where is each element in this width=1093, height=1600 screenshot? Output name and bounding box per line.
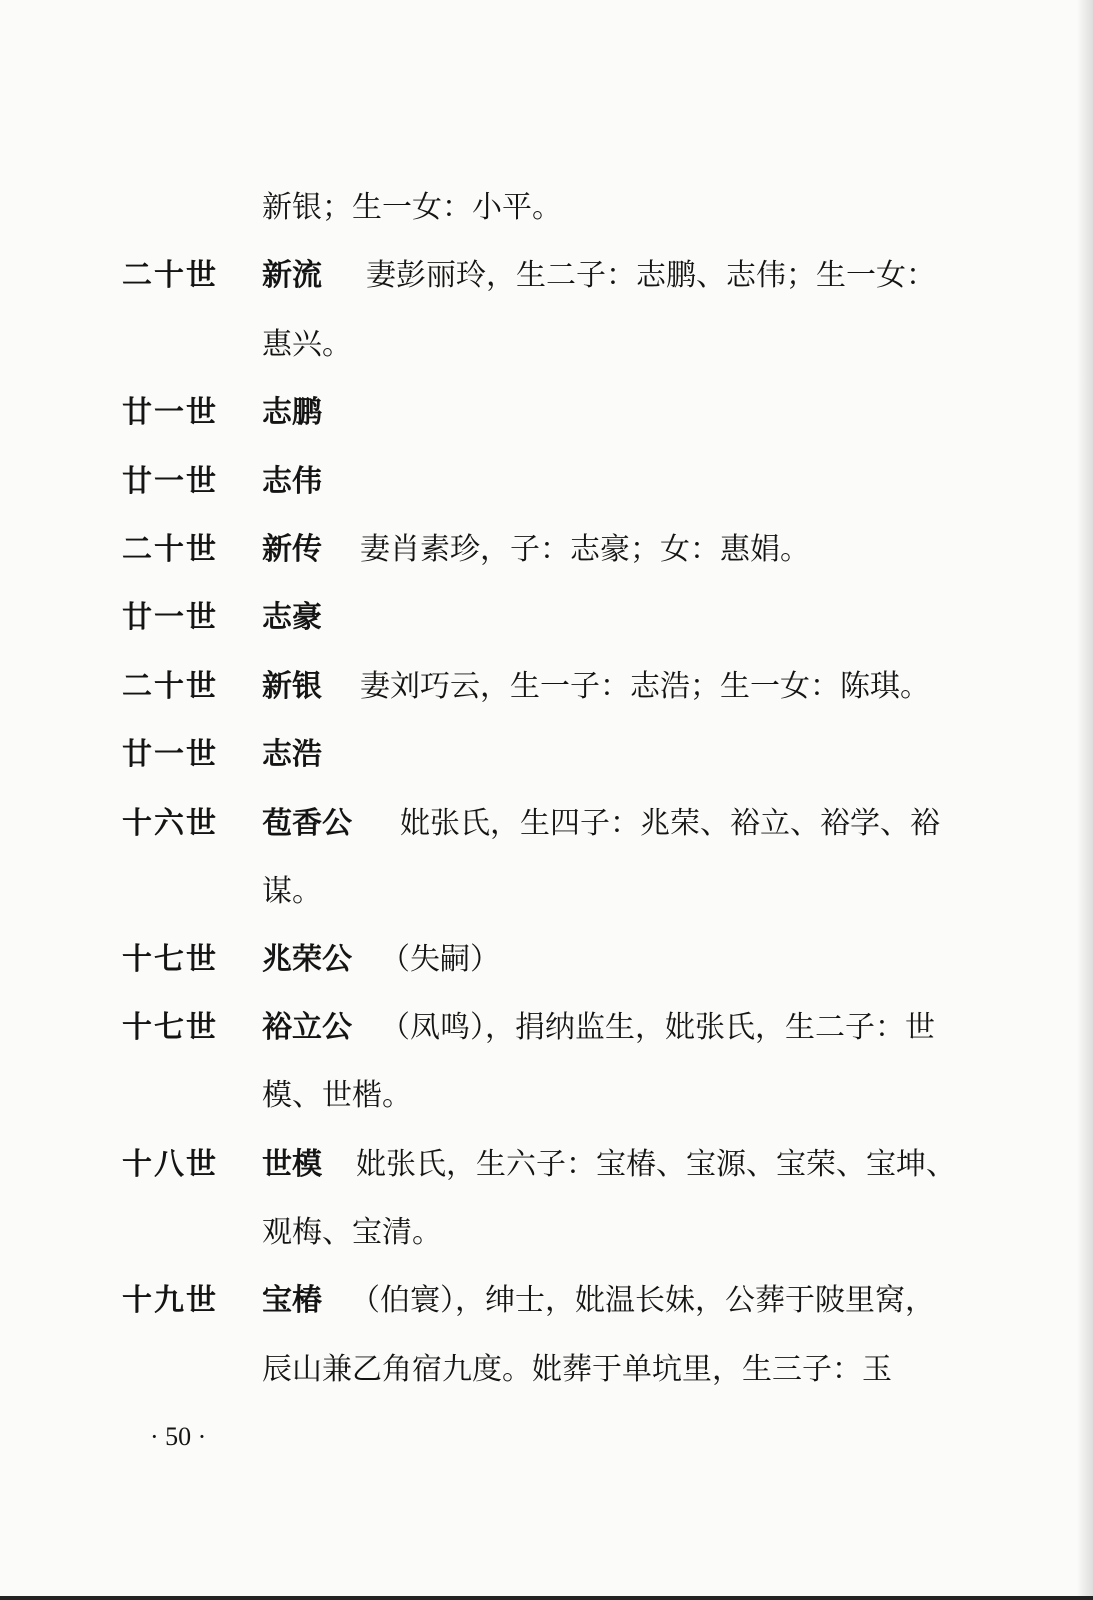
entry-text: 妻刘巧云，生一子：志浩；生一女：陈琪。 <box>360 669 930 704</box>
generation-label: 廿一世 <box>122 464 218 499</box>
entry-text: （失嗣） <box>380 942 500 977</box>
person-name: 志鹏 <box>262 395 322 430</box>
line-text: 惠兴。 <box>262 327 352 362</box>
entry-text: 妻肖素珍，子：志豪；女：惠娟。 <box>360 532 810 567</box>
person-name: 新银 <box>262 669 322 704</box>
person-name: 兆荣公 <box>262 942 352 977</box>
person-name: 志豪 <box>262 600 322 635</box>
person-name: 苞香公 <box>262 806 352 841</box>
person-name: 新传 <box>262 532 322 567</box>
generation-label: 二十世 <box>122 669 218 704</box>
generation-label: 廿一世 <box>122 395 218 430</box>
person-name: 裕立公 <box>262 1010 352 1045</box>
line-text: 谋。 <box>262 874 322 909</box>
generation-label: 廿一世 <box>122 600 218 635</box>
line-text: 新银；生一女：小平。 <box>262 190 562 225</box>
page-edge-shadow <box>1077 0 1093 1600</box>
generation-label: 十六世 <box>122 806 218 841</box>
entry-text: （伯寰），绅士，妣温长妹，公葬于陂里窝， <box>350 1283 935 1318</box>
page-number: · 50 · <box>150 1422 207 1451</box>
generation-label: 十七世 <box>122 942 218 977</box>
entry-text: 妻彭丽玲，生二子：志鹏、志伟；生一女： <box>366 258 936 293</box>
person-name: 志伟 <box>262 464 322 499</box>
generation-label: 十九世 <box>122 1283 218 1318</box>
person-name: 新流 <box>262 258 322 293</box>
line-text: 观梅、宝清。 <box>262 1215 442 1250</box>
scan-bottom-border <box>0 1596 1093 1600</box>
generation-label: 廿一世 <box>122 737 218 772</box>
person-name: 世模 <box>262 1147 322 1182</box>
generation-label: 十七世 <box>122 1010 218 1045</box>
person-name: 宝椿 <box>262 1283 322 1318</box>
entry-text: 妣张氏，生六子：宝椿、宝源、宝荣、宝坤、 <box>356 1147 956 1182</box>
line-text: 辰山兼乙角宿九度。妣葬于单坑里，生三子：玉 <box>262 1352 892 1387</box>
entry-text: （凤鸣），捐纳监生，妣张氏，生二子：世 <box>380 1010 935 1045</box>
generation-label: 二十世 <box>122 532 218 567</box>
generation-label: 十八世 <box>122 1147 218 1182</box>
person-name: 志浩 <box>262 737 322 772</box>
entry-text: 妣张氏，生四子：兆荣、裕立、裕学、裕 <box>400 806 940 841</box>
generation-label: 二十世 <box>122 258 218 293</box>
line-text: 模、世楷。 <box>262 1078 412 1113</box>
